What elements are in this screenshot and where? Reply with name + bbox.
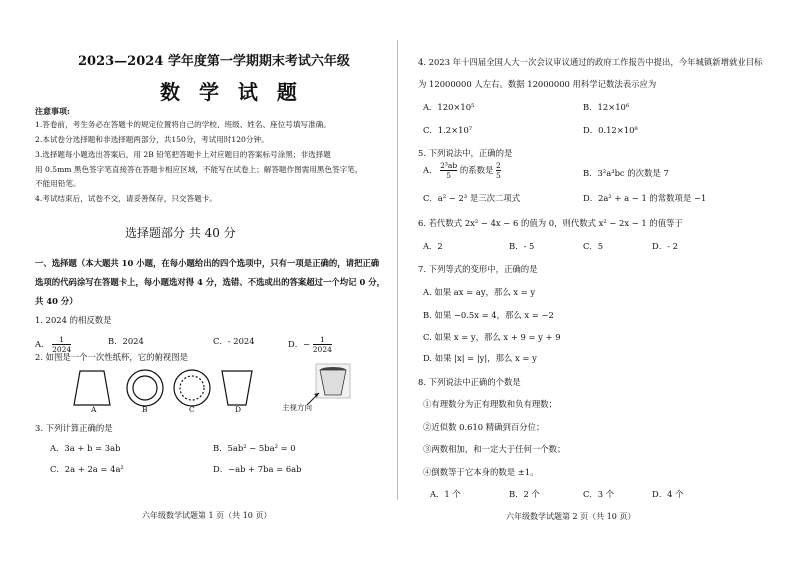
q8-item-1: ①有理数分为正有理数和负有理数；: [423, 399, 557, 409]
q7-option-d: D. 如果 |x| = |y|，那么 x = y: [423, 353, 537, 363]
q7-stem: 7. 下列等式的变形中，正确的是: [418, 264, 538, 274]
q6-stem: 6. 若代数式 2x² − 4x − 6 的值为 0，则代数式 x² − 2x − 1 的值等于: [418, 218, 683, 228]
q7-option-a: A. 如果 ax = ay，那么 x = y: [423, 287, 536, 297]
q5-option-a-label: A．: [423, 165, 438, 175]
q4-option-c: C．1.2×10⁷: [423, 125, 473, 135]
q2-label-a: A: [91, 405, 97, 414]
q2-view-direction-label: 主视方向: [282, 403, 312, 412]
option-d-inverted-trapezoid-shape: [222, 371, 252, 405]
q4-option-a: A．120×10⁵: [423, 102, 475, 112]
q1-option-a-label: A．: [35, 339, 50, 349]
q8-option-d: D．4 个: [652, 489, 684, 499]
q5-option-a-value-fraction: [496, 161, 501, 180]
q2-label-d: D: [235, 405, 242, 414]
q6-option-a: A．2: [423, 241, 443, 251]
q1-a-numerator: 1: [52, 335, 71, 345]
q5-option-a: [423, 161, 501, 180]
instructions-line-1: 一、选择题（本大题共 10 小题，在每小题给出的四个选项中，只有一项是正确的，请把正确: [35, 258, 380, 268]
option-a-trapezoid-shape: [74, 371, 110, 405]
q8-item-3: ③两数相加，和一定大于任何一个数；: [423, 444, 566, 454]
notice-line-5: 不能用铅笔。: [35, 179, 81, 188]
q3-option-d: D．−ab + 7ba = 6ab: [213, 464, 302, 474]
q5-option-b: B．3²a³bc 的次数是 7: [583, 168, 669, 178]
q1-option-d-fraction: [313, 335, 332, 354]
notice-line-1: 1.答卷前，考生务必在答题卡的规定位置将自己的学校、班级、姓名、座位号填写准确。: [35, 120, 331, 129]
q5-a-value-denominator: 5: [496, 171, 501, 180]
paper-cup-picture: [307, 364, 350, 405]
option-c-dashed-circle-shape: [174, 370, 210, 406]
exam-subtitle: 数 学 试 题: [160, 80, 303, 104]
q6-option-c: C．5: [583, 241, 604, 251]
q4-option-b: B．12×10⁶: [583, 102, 630, 112]
exam-title: 2023—2024 学年度第一学期期末考试六年级: [78, 54, 350, 69]
q8-item-4: ④倒数等于它本身的数是 ±1。: [423, 467, 539, 477]
notice-line-4: 用 0.5mm 黑色签字笔直接答在答题卡相应区域，不能写在试卷上；解答题作图需用黑色签字笔，: [35, 165, 363, 174]
q6-option-b: B．- 5: [509, 241, 535, 251]
q7-option-c: C. 如果 x = y，那么 x + 9 = y + 9: [423, 332, 561, 342]
q2-figures: [70, 363, 370, 415]
q5-option-a-fraction: [440, 161, 457, 180]
q2-label-c: C: [189, 405, 195, 414]
q1-option-d: [288, 335, 332, 354]
notice-line-3: 3.选择题每小题选出答案后，用 2B 铅笔把答题卡上对应题目的答案标号涂黑；非选择题: [35, 150, 331, 159]
q5-option-a-middle: 的系数是: [459, 165, 497, 175]
q8-option-c: C．3 个: [583, 489, 615, 499]
q5-a-value-numerator: 2: [496, 161, 501, 170]
left-footer: 六年级数学试题第 1 页（共 10 页）: [142, 511, 272, 520]
q8-item-2: ②近似数 0.610 精确到百分位；: [423, 422, 545, 432]
notice-line-2: 2.本试卷分选择题和非选择题两部分，共150分，考试用时120分钟。: [35, 135, 269, 144]
q5-stem: 5. 下列说法中，正确的是: [418, 148, 513, 158]
q7-option-b: B. 如果 −0.5x = 4，那么 x = −2: [423, 310, 554, 320]
instructions-line-3: 共 40 分）: [35, 296, 78, 306]
q8-option-a: A．1 个: [430, 489, 461, 499]
section-title: 选择题部分 共 40 分: [125, 226, 236, 240]
q2-stem: 2. 如图是一个一次性纸杯，它的俯视图是: [35, 352, 189, 362]
q2-label-b: B: [142, 405, 148, 414]
q3-option-c: C．2a + 2a = 4a²: [50, 464, 124, 474]
q5-option-c: C．a² − 2³ 是三次二项式: [423, 193, 521, 203]
q1-option-d-label: D．−: [288, 339, 311, 349]
q8-option-b: B．2 个: [509, 489, 540, 499]
q1-d-denominator: 2024: [312, 345, 332, 354]
q8-stem: 8. 下列说法中正确的个数是: [418, 377, 521, 387]
q5-option-d: D．2a² + a − 1 的常数项是 −1: [583, 193, 707, 203]
notice-line-6: 4.考试结束后，试卷不交，请妥善保存，只交答题卡。: [35, 194, 217, 203]
q1-option-c: C．- 2024: [213, 336, 255, 346]
q4-stem-line-2: 为 12000000 人左右。数据 12000000 用科学记数法表示应为: [418, 79, 657, 89]
q4-stem-line-1: 4. 2023 年十四届全国人大一次会议审议通过的政府工作报告中提出，今年城镇新增就业目标: [418, 57, 763, 67]
q1-stem: 1. 2024 的相反数是: [35, 315, 112, 325]
q3-option-a: A．3a + b = 3ab: [50, 443, 121, 453]
q1-d-numerator: 1: [313, 335, 332, 345]
right-page: [398, 0, 794, 561]
right-footer: 六年级数学试题第 2 页（共 10 页）: [506, 512, 636, 521]
q5-a-numerator: 2³ab: [440, 161, 458, 170]
instructions-line-2: 选项的代码涂写在答题卡上，每小题选对得 4 分，选错、不选或出的答案超过一个均记 0 分，: [35, 277, 385, 287]
q5-a-denominator: 5: [446, 171, 452, 180]
q3-stem: 3. 下列计算正确的是: [35, 423, 113, 433]
q6-option-d: D．- 2: [652, 241, 678, 251]
q4-option-d: D．0.12×10⁸: [583, 125, 638, 135]
q1-option-b: B．2024: [108, 336, 144, 346]
option-b-concentric-circles-shape: [127, 370, 163, 406]
q1-a-denominator: 2024: [52, 345, 72, 354]
notice-heading: 注意事项:: [35, 106, 70, 116]
q3-option-b: B．5ab² − 5ba² = 0: [213, 443, 296, 453]
